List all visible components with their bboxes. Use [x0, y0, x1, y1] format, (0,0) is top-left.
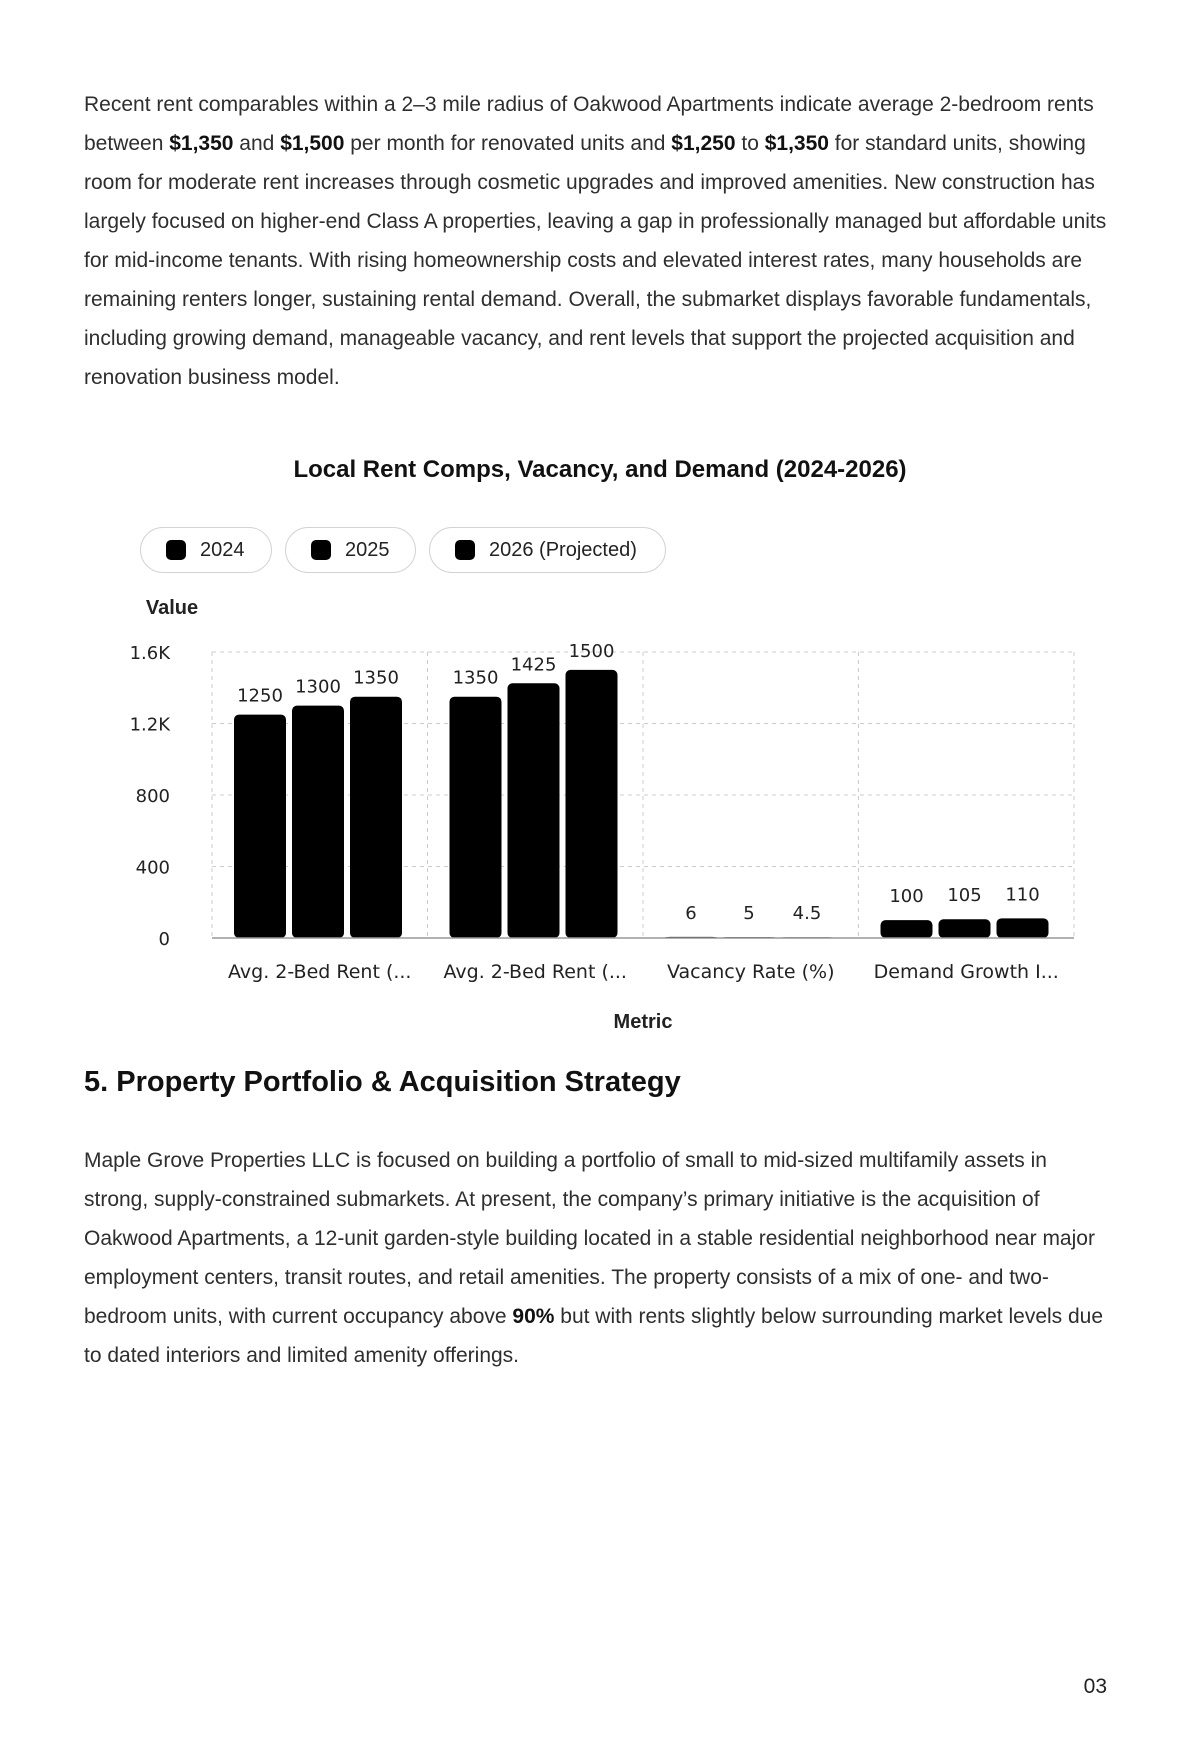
y-tick-label: 0	[158, 929, 170, 950]
data-label: 5	[743, 903, 755, 925]
legend-label: 2024	[200, 538, 245, 561]
x-tick-label: Avg. 2-Bed Rent (...	[443, 961, 627, 983]
x-tick-label: Vacancy Rate (%)	[666, 961, 835, 983]
data-label: 4.5	[792, 903, 822, 925]
legend-label: 2025	[345, 538, 390, 561]
portfolio-paragraph: Maple Grove Properties LLC is focused on building a portfolio of small to mid-sized multifamily assets in strong, supply-constrained submarkets. At present, the company’s primary initiative is the acquisition of Oakwood Apartments, a 12-unit garden-style building located in a stable residential neighborhood near major employment centers, transit routes, and retail amenities. The property consists of a mix of one- and two-bedroom units, with current occupancy above 90% but with rents slightly below surrounding market levels due to dated interiors and limited amenity offerings.	[84, 1149, 1104, 1367]
x-axis-title: Metric	[613, 1011, 673, 1033]
page-number: 03	[1083, 1675, 1107, 1698]
data-label: 100	[889, 886, 924, 908]
data-label: 105	[947, 885, 982, 907]
x-tick-label: Demand Growth I...	[873, 961, 1059, 983]
bar	[234, 715, 286, 938]
bar	[566, 670, 618, 938]
data-label: 6	[685, 902, 697, 924]
intro-paragraph: Recent rent comparables within a 2–3 mile radius of Oakwood Apartments indicate average 2-bedroom rents between $1,350 and $1,500 per month for renovated units and $1,250 to $1,350 for standard units, showing room for moderate rent increases through cosmetic upgrades and improved amenities. New construction has largely focused on higher-end Class A properties, leaving a gap in professionally managed but affordable units for mid-income tenants. With rising homeownership costs and elevated interest rates, many households are remaining renters longer, sustaining rental demand. Overall, the submarket displays favorable fundamentals, including growing demand, manageable vacancy, and rent levels that support the projected acquisition and renovation business model.	[84, 93, 1107, 389]
y-axis-title: Value	[145, 597, 199, 619]
data-label: 1250	[237, 685, 283, 707]
data-label: 1500	[568, 640, 615, 662]
x-tick-label: Avg. 2-Bed Rent (...	[228, 961, 412, 983]
bar	[939, 919, 991, 938]
bar	[997, 918, 1049, 938]
chart-title: Local Rent Comps, Vacancy, and Demand (2024-2026)	[293, 456, 907, 483]
legend-label: 2026 (Projected)	[489, 538, 637, 561]
data-label: 110	[1005, 884, 1040, 906]
y-tick-label: 800	[135, 786, 170, 807]
bar	[881, 920, 933, 938]
data-label: 1300	[295, 676, 341, 698]
data-label: 1350	[353, 667, 399, 689]
data-label: 1350	[452, 667, 499, 689]
bar	[292, 706, 344, 938]
y-tick-label: 1.6K	[129, 643, 170, 664]
bar	[508, 683, 560, 938]
bar	[350, 697, 402, 938]
data-label: 1425	[510, 654, 557, 676]
section-heading: 5. Property Portfolio & Acquisition Strategy	[84, 1066, 681, 1098]
bar	[450, 697, 502, 938]
y-tick-label: 400	[135, 857, 170, 879]
y-tick-label: 1.2K	[129, 714, 170, 736]
